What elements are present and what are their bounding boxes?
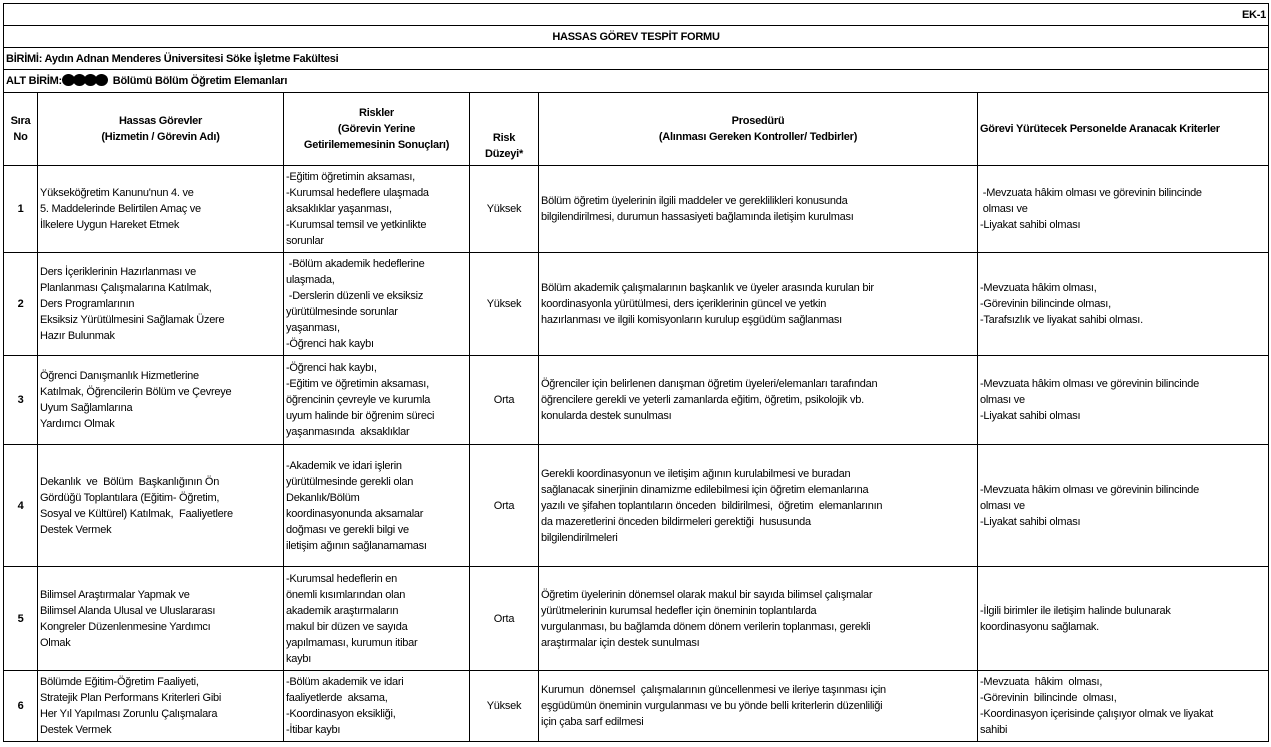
risks-cell: -Kurumsal hedeflerin en önemli kısımlarından olan akademik araştırmaların makul bir düzen ve sayıda yapılmaması, kurumun itibar kaybı — [284, 567, 470, 671]
risk-level-cell: Orta — [470, 356, 539, 445]
criteria-cell: -Mevzuata hâkim olması ve görevinin bilincinde olması ve -Liyakat sahibi olması — [978, 356, 1269, 445]
table-row — [4, 445, 1269, 567]
risks-cell: -Eğitim öğretimin aksaması, -Kurumsal hedeflere ulaşmada aksaklıklar yaşanması, -Kurumsal temsil ve yetkinlikte sorunlar — [284, 166, 470, 253]
procedure-cell: Bölüm öğretim üyelerinin ilgili maddeler ve gereklilikleri konusunda bilgilendirilmesi, durumun hassasiyeti bağlamında iletişim kurulması — [539, 166, 978, 253]
table-row — [4, 166, 1269, 253]
criteria-cell: -Mevzuata hâkim olması ve görevinin bilincinde olması ve -Liyakat sahibi olması — [978, 166, 1269, 253]
criteria-cell: -İlgili birimler ile iletişim halinde bulunarak koordinasyonu sağlamak. — [978, 567, 1269, 671]
row-number: 1 — [4, 166, 38, 253]
table-row — [4, 671, 1269, 742]
row-number: 5 — [4, 567, 38, 671]
row-number: 4 — [4, 445, 38, 567]
header-procedure: Prosedürü (Alınması Gereken Kontroller/ Tedbirler) — [539, 93, 978, 166]
header-task: Hassas Görevler (Hizmetin / Görevin Adı) — [38, 93, 284, 166]
risks-cell: -Akademik ve idari işlerin yürütülmesinde gerekli olan Dekanlık/Bölüm koordinasyonunda aksamalar doğması ve gerekli bilgi ve iletişim ağının sağlanamaması — [284, 445, 470, 567]
risk-level-cell: Yüksek — [470, 253, 539, 356]
sensitive-task-form-table — [3, 3, 1269, 742]
procedure-cell: Bölüm akademik çalışmalarının başkanlık ve üyeler arasında kurulan bir koordinasyonla yürütülmesi, ders içeriklerinin güncel ve yetkin hazırlanması ve ilgili komisyonların kurulup eşgüdüm sağlanması — [539, 253, 978, 356]
task-cell: Ders İçeriklerinin Hazırlanması ve Planlanması Çalışmalarına Katılmak, Ders Programlarının Eksiksiz Yürütülmesini Sağlamak Üzere Hazır Bulunmak — [38, 253, 284, 356]
risk-level-cell: Orta — [470, 567, 539, 671]
risks-cell: -Öğrenci hak kaybı, -Eğitim ve öğretimin aksaması, öğrencinin çevreyle ve kurumla uyum halinde bir öğrenim süreci yaşanmasında aksaklıklar — [284, 356, 470, 445]
subunit-row — [4, 70, 1269, 93]
task-cell: Bölümde Eğitim-Öğretim Faaliyeti, Stratejik Plan Performans Kriterleri Gibi Her Yıl Yapılması Zorunlu Çalışmalara Destek Vermek — [38, 671, 284, 742]
risk-level-cell: Orta — [470, 445, 539, 567]
risk-level-cell: Yüksek — [470, 671, 539, 742]
annex-label: EK-1 — [4, 4, 1269, 26]
task-cell: Öğrenci Danışmanlık Hizmetlerine Katılmak, Öğrencilerin Bölüm ve Çevreye Uyum Sağlamlarına Yardımcı Olmak — [38, 356, 284, 445]
risks-cell: -Bölüm akademik ve idari faaliyetlerde aksama, -Koordinasyon eksikliği, -İtibar kaybı — [284, 671, 470, 742]
unit-row — [4, 48, 1269, 70]
table-row — [4, 356, 1269, 445]
subunit-label: ALT BİRİM: — [6, 75, 62, 87]
table-row — [4, 253, 1269, 356]
risks-cell: -Bölüm akademik hedeflerine ulaşmada, -Derslerin düzenli ve eksiksiz yürütülmesinde sorunlar yaşanması, -Öğrenci hak kaybı — [284, 253, 470, 356]
header-risks: Riskler (Görevin Yerine Getirilememesinin Sonuçları) — [284, 93, 470, 166]
risk-level-cell: Yüksek — [470, 166, 539, 253]
row-number: 3 — [4, 356, 38, 445]
criteria-cell: -Mevzuata hâkim olması ve görevinin bilincinde olması ve -Liyakat sahibi olması — [978, 445, 1269, 567]
procedure-cell: Gerekli koordinasyonun ve iletişim ağının kurulabilmesi ve buradan sağlanacak sinerjinin dinamizme edilebilmesi için öğretim elemanlarına yazılı ve şifahen toplantıların önceden bildirilmesi, öğretim elemanlarının da mazeretlerini önceden bildirmeleri gerektiği hususunda bilgilendirilmeleri — [539, 445, 978, 567]
criteria-cell: -Mevzuata hâkim olması, -Görevinin bilincinde olması, -Koordinasyon içerisinde çalışıyor olmak ve liyakat sahibi — [978, 671, 1269, 742]
form-title: HASSAS GÖREV TESPİT FORMU — [4, 26, 1269, 48]
row-number: 2 — [4, 253, 38, 356]
procedure-cell: Öğretim üyelerinin dönemsel olarak makul bir sayıda bilimsel çalışmalar yürütmelerinin kurumsal hedefler için öneminin toplantılarda vurgulanması, bu bağlamda dönem dönem verilerin toplanması, gerekli araştırmalar için destek sunulması — [539, 567, 978, 671]
task-cell: Yükseköğretim Kanunu'nun 4. ve 5. Maddelerinde Belirtilen Amaç ve İlkelere Uygun Hareket Etmek — [38, 166, 284, 253]
table-row — [4, 567, 1269, 671]
task-cell: Dekanlık ve Bölüm Başkanlığının Ön Gördüğü Toplantılara (Eğitim- Öğretim, Sosyal ve Kültürel) Katılmak, Faaliyetlere Destek Vermek — [38, 445, 284, 567]
subunit-value: Bölümü Bölüm Öğretim Elemanları — [109, 75, 288, 87]
header-no: Sıra No — [4, 93, 38, 166]
header-criteria: Görevi Yürütecek Personelde Aranacak Kriterler — [978, 93, 1269, 166]
row-number: 6 — [4, 671, 38, 742]
procedure-cell: Öğrenciler için belirlenen danışman öğretim üyeleri/elemanları tarafından öğrencilere gerekli ve yeterli zamanlarda eğitim, öğretim, psikolojik vb. konularda destek sunulması — [539, 356, 978, 445]
header-risk-level: Risk Düzeyi* — [470, 93, 539, 166]
unit-value: Aydın Adnan Menderes Üniversitesi Söke İşletme Fakültesi — [42, 52, 339, 65]
procedure-cell: Kurumun dönemsel çalışmalarının güncellenmesi ve ileriye taşınması için eşgüdümün öneminin vurgulanması ve bu yönde belli kriterlerin düzenliliği için çaba sarf edilmesi — [539, 671, 978, 742]
unit-label: BİRİMİ: — [6, 52, 43, 65]
task-cell: Bilimsel Araştırmalar Yapmak ve Bilimsel Alanda Ulusal ve Uluslararası Kongreler Düzenlenmesine Yardımcı Olmak — [38, 567, 284, 671]
criteria-cell: -Mevzuata hâkim olması, -Görevinin bilincinde olması, -Tarafsızlık ve liyakat sahibi olması. — [978, 253, 1269, 356]
redacted-mark — [62, 74, 110, 86]
